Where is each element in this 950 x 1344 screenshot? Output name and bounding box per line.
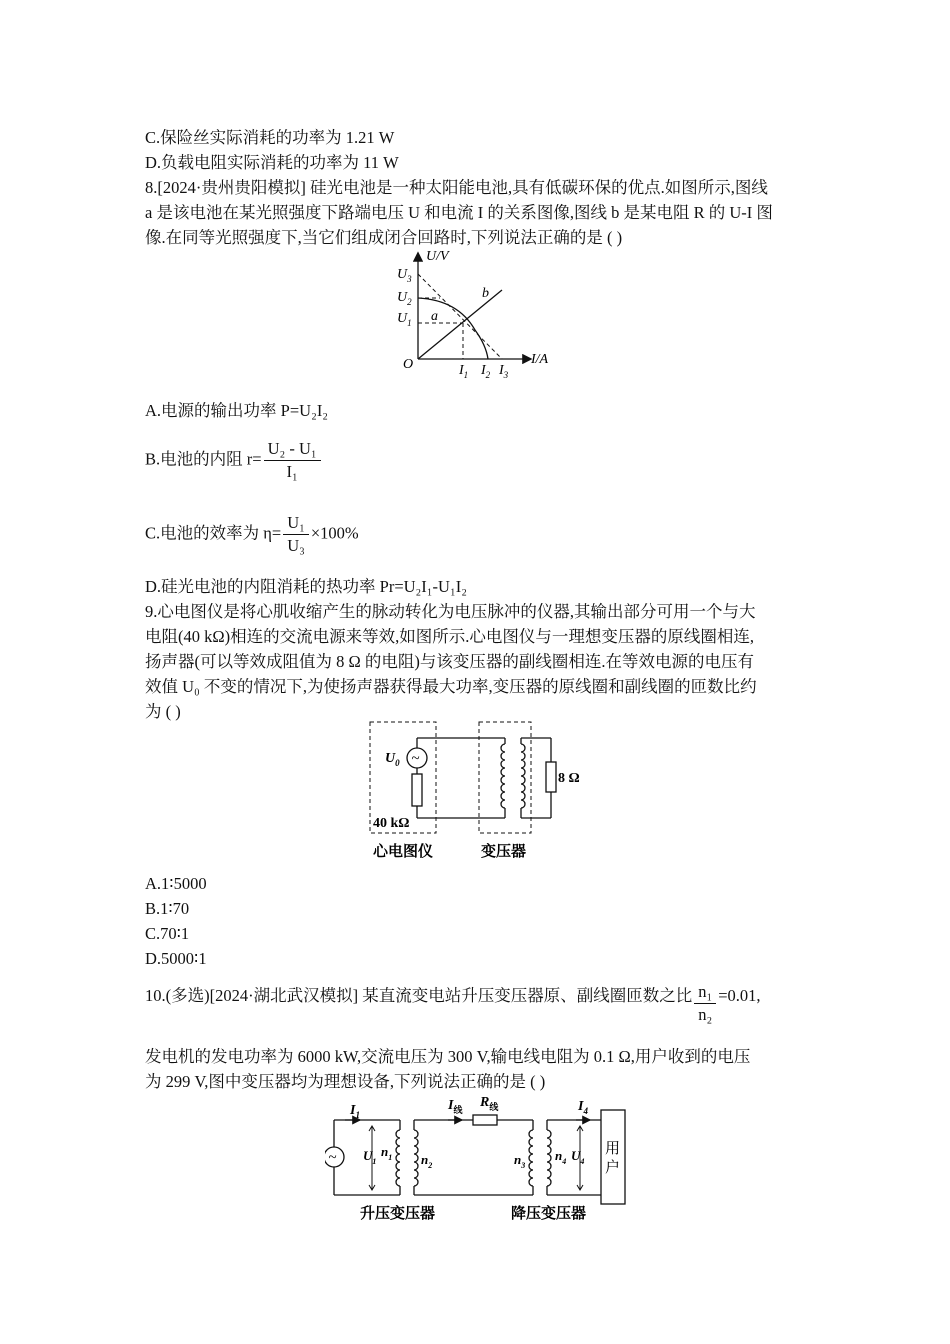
power-transmission-figure [325,1092,630,1227]
iline-label: $I_线$ [448,1098,463,1115]
q8-option-c [145,512,359,557]
transformer-label: 变压器 [481,844,527,860]
q8-option-b [145,438,323,483]
stepdown-secondary-coil [547,1130,551,1186]
q9-option-a: A.1∶5000 [145,874,207,893]
q9-stem-line5: 为 ( ) [145,702,181,721]
q8-option-c-suffix: ×100% [310,523,359,543]
fraction-numerator: U₂ - U₁ [264,438,321,461]
user-box [601,1110,625,1204]
y-axis-label: U/V [426,249,449,264]
q8-option-a: A.电源的输出功率 P=U₂I₂ [145,401,329,420]
q9-stem-line1: 9.心电图仪是将心肌收缩产生的脉动转化为电压脉冲的仪器,其输出部分可用一个与大 [145,602,756,621]
q8-option-b-fraction [264,438,321,483]
ac-source-symbol: ~ [328,1150,337,1166]
q9-option-b: B.1∶70 [145,899,190,918]
q8-stem-line3: 像.在同等光照强度下,当它们组成闭合回路时,下列说法正确的是 ( ) [145,228,623,247]
u4-label: $U_4$ [571,1148,585,1166]
q9-stem-line4: 效值 U₀ 不变的情况下,为使扬声器获得最大功率,变压器的原线圈和副线圈的匝数比约 [145,677,757,696]
q9-option-d: D.5000∶1 [145,949,207,968]
q7-option-c: C.保险丝实际消耗的功率为 1.21 W [145,128,395,147]
q8-option-c-prefix: C.电池的效率为 η= [145,523,282,543]
q9-option-c: C.70∶1 [145,924,190,943]
secondary-coil [521,744,525,808]
q10-ratio-fraction [694,981,716,1026]
i4-label: $I_4$ [578,1099,588,1116]
fraction-numerator: n₁ [694,981,716,1004]
r2-label: 8 Ω [558,771,580,786]
line-resistor [473,1115,497,1125]
curve-a-label: a [431,309,438,324]
q9-stem-line3: 扬声器(可以等效成阻值为 8 Ω 的电阻)与该变压器的副线圈相连.在等效电源的电压有 [145,652,755,671]
ac-source-symbol: ~ [411,751,420,767]
ui-graph [385,244,565,379]
q8-option-d: D.硅光电池的内阻消耗的热功率 Pr=U₂I₁-U₁I₂ [145,577,467,596]
u0-label: $U_0$ [385,751,400,768]
ecg-transformer-figure [362,716,587,866]
resistor-40k [412,774,422,806]
i3-label: $I_3$ [499,363,509,379]
fraction-denominator: n₂ [698,1005,713,1024]
ecg-label: 心电图仪 [373,844,434,860]
q8-option-b-prefix: B.电池的内阻 r= [145,449,262,469]
n4-label: $n_4$ [555,1148,567,1166]
q10-stem-line3: 为 299 V,图中变压器均为理想设备,下列说法正确的是 ( ) [145,1072,546,1091]
stepup-secondary-coil [414,1130,418,1186]
q10-stem-line2: 发电机的发电功率为 6000 kW,交流电压为 300 V,输电线电阻为 0.1 Ω,用户收到的电压 [145,1047,751,1066]
q8-stem-line2: a 是该电池在某光照强度下路端电压 U 和电流 I 的关系图像,图线 b 是某电阻 R 的 U-I 图 [145,203,773,222]
fraction-denominator: I₁ [286,462,298,481]
n1-label: $n_1$ [381,1144,393,1162]
fraction-numerator: U₁ [283,512,309,535]
user-label-2: 户 [605,1160,621,1176]
user-label-1: 用 [605,1141,621,1157]
rline-label: $R_线$ [480,1095,499,1112]
resistor-8ohm [546,762,556,792]
i2-label: $I_2$ [481,363,491,379]
r1-label: 40 kΩ [373,816,410,831]
q7-option-d: D.负载电阻实际消耗的功率为 11 W [145,153,399,172]
q9-stem-line2: 电阻(40 kΩ)相连的交流电源来等效,如图所示.心电图仪与一理想变压器的原线圈相连, [145,627,755,646]
q10-stem-prefix: 10.(多选)[2024·湖北武汉模拟] 某直流变电站升压变压器原、副线圈匝数之比 [145,986,693,1005]
u3-label: $U_3$ [397,267,412,284]
stepdown-primary-coil [529,1130,533,1186]
u2-label: $U_2$ [397,290,412,307]
x-axis-label: I/A [531,352,549,367]
primary-coil [501,744,505,808]
line-b [418,290,502,359]
origin-label: O [403,357,414,372]
q8-stem-line1: 8.[2024·贵州贵阳模拟] 硅光电池是一种太阳能电池,具有低碳环保的优点.如图所示,图线 [145,178,768,197]
u1-label: $U_1$ [363,1148,377,1166]
stepup-label: 升压变压器 [360,1206,436,1222]
q8-option-c-fraction [283,512,309,557]
line-b-label: b [482,286,489,301]
stepdown-label: 降压变压器 [511,1206,587,1222]
q10-stem-suffix: =0.01, [718,986,761,1005]
i1-label: $I_1$ [350,1103,360,1120]
fraction-denominator: U₃ [287,536,305,555]
n3-label: $n_3$ [514,1152,526,1170]
i1-label: $I_1$ [459,363,469,379]
n2-label: $n_2$ [421,1152,433,1170]
q10-stem-line1 [145,982,761,1026]
stepup-primary-coil [396,1130,400,1186]
u1-label: $U_1$ [397,311,412,328]
